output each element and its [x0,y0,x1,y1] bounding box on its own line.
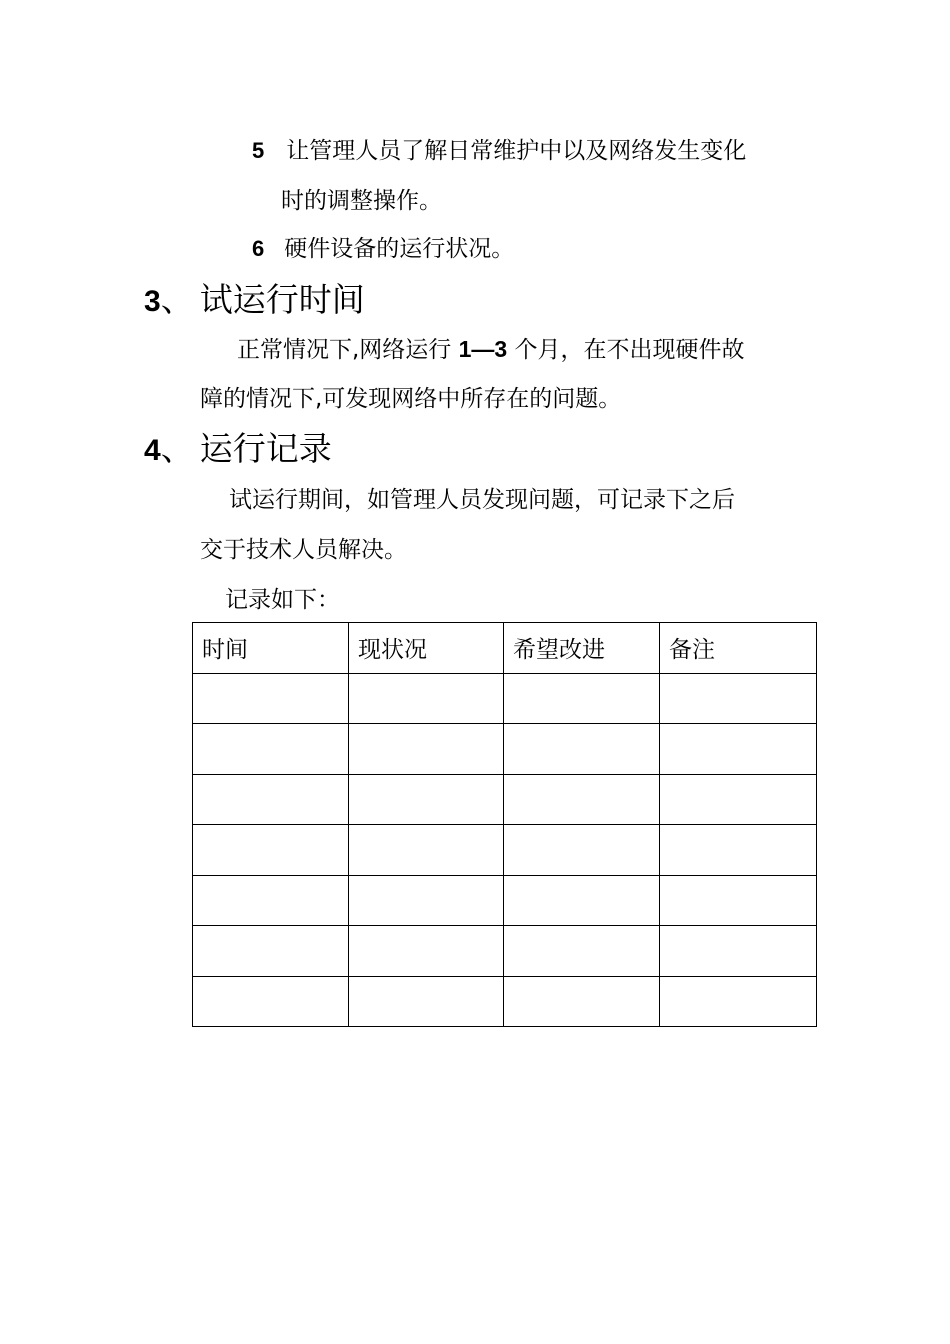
record-intro-text: 记录如下： [225,587,340,613]
table-cell [660,724,817,775]
list-item-text-continued: 时的调整操作。 [281,188,442,214]
record-intro [225,585,340,615]
paragraph-text: 交于技术人员解决。 [200,537,407,563]
table-cell [660,673,817,724]
table-cell [193,875,349,926]
table-cell [349,976,504,1027]
section-heading-4 [144,429,332,471]
paragraph-text: 正常情况下,网络运行 [237,337,459,363]
table-cell [504,926,660,977]
section-3-paragraph-line-1 [237,334,745,365]
paragraph-text: 个月，在不出现硬件故 [507,337,745,363]
table-row [193,825,817,876]
table-cell [193,774,349,825]
list-item-5 [252,136,746,166]
table-header-cell: 希望改进 [504,623,660,674]
record-table-body [193,623,817,1027]
section-number: 3 [144,285,161,318]
table-cell [660,926,817,977]
table-cell [349,825,504,876]
table-row [193,774,817,825]
table-cell [504,774,660,825]
section-number: 4 [144,434,161,467]
list-item-text: 让管理人员了解日常维护中以及网络发生变化 [286,138,747,164]
table-cell [193,724,349,775]
table-cell [349,774,504,825]
paragraph-text: 障的情况下,可发现网络中所存在的问题。 [200,386,622,412]
table-header-cell: 备注 [660,623,817,674]
section-heading-3 [144,280,365,322]
table-row [193,875,817,926]
table-cell [193,926,349,977]
section-separator: 、 [160,429,194,468]
section-3-paragraph-line-2 [200,384,621,414]
list-number: 6 [252,236,265,261]
table-cell [660,825,817,876]
month-range: 1—3 [458,336,508,362]
table-row [193,976,817,1027]
table-cell [504,724,660,775]
table-row [193,673,817,724]
paragraph-text: 试运行期间，如管理人员发现问题，可记录下之后 [229,487,735,513]
table-header-row [193,623,817,674]
table-cell [349,875,504,926]
table-header-cell: 现状况 [349,623,504,674]
table-header-cell: 时间 [193,623,349,674]
section-title: 运行记录 [199,429,332,468]
table-row [193,926,817,977]
list-item-6 [252,234,514,264]
list-item-text: 硬件设备的运行状况。 [284,236,515,262]
list-number: 5 [252,138,265,163]
table-cell [193,825,349,876]
list-item-5-continuation [281,186,442,216]
table-cell [349,926,504,977]
table-cell [504,976,660,1027]
table-cell [504,673,660,724]
section-4-paragraph-line-2 [200,535,407,565]
table-cell [349,724,504,775]
record-table [192,622,817,1027]
table-cell [193,976,349,1027]
section-title: 试运行时间 [199,280,365,319]
table-row [193,724,817,775]
table-cell [660,976,817,1027]
table-cell [660,774,817,825]
table-cell [504,825,660,876]
table-cell [504,875,660,926]
table-cell [660,875,817,926]
table-cell [349,673,504,724]
section-4-paragraph-line-1 [229,485,735,515]
table-cell [193,673,349,724]
section-separator: 、 [160,280,194,319]
